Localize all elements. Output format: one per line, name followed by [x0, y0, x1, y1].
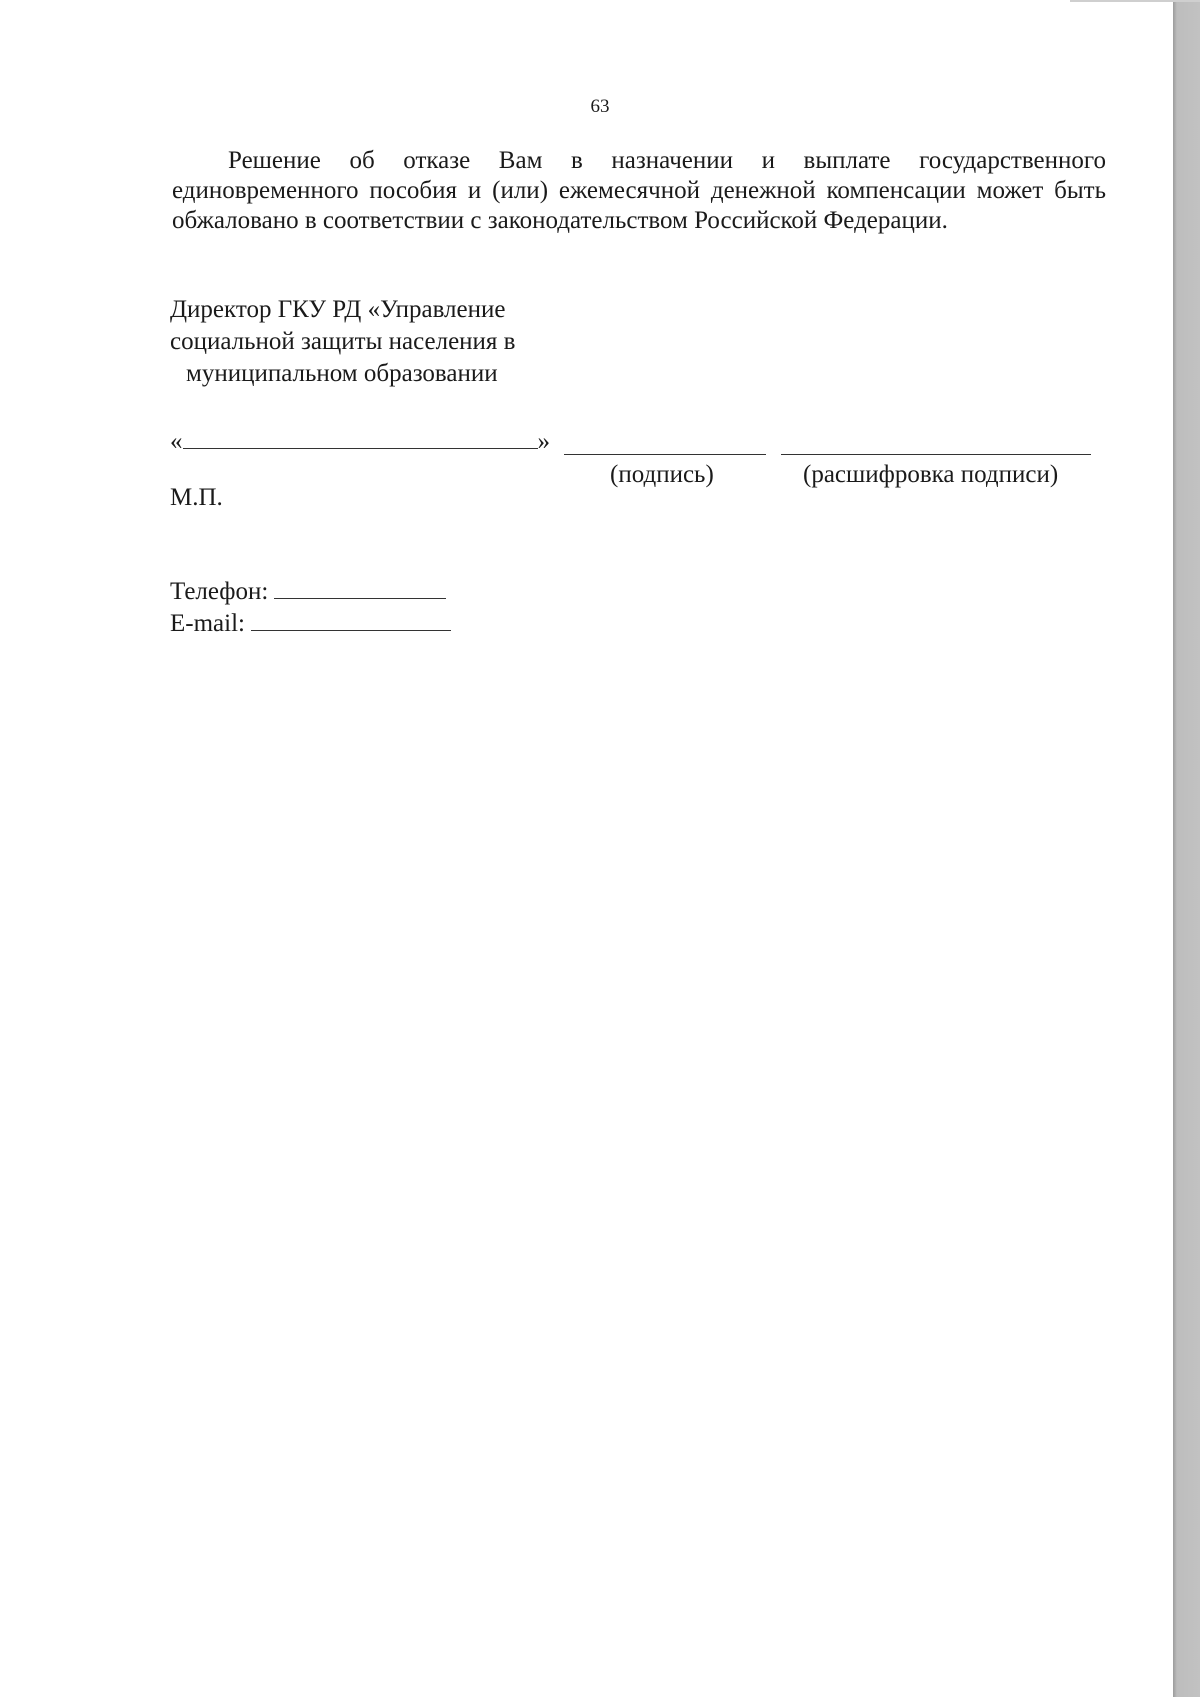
director-line-2: социальной защиты населения в [170, 328, 516, 355]
phone-blank [274, 574, 446, 599]
phone-field [170, 574, 446, 608]
email-label: E-mail: [170, 610, 245, 637]
date-open-quote: « [170, 428, 183, 455]
signature-label: (подпись) [610, 461, 714, 488]
scan-top-line [1070, 0, 1200, 2]
date-field [170, 422, 550, 458]
signature-blank-line [564, 454, 766, 455]
decryption-label: (расшифровка подписи) [803, 461, 1059, 488]
director-title-block [170, 294, 515, 390]
phone-label: Телефон: [170, 578, 269, 605]
decryption-blank-line [781, 454, 1091, 455]
director-line-3: муниципальном образовании [186, 360, 498, 387]
stamp-label: М.П. [170, 484, 223, 511]
date-blank [183, 422, 538, 449]
scan-edge-shadow [1173, 0, 1200, 1697]
director-line-1: Директор ГКУ РД «Управление [170, 296, 506, 323]
date-close-quote: » [537, 428, 550, 455]
decision-paragraph: Решение об отказе Вам в назначении и выплате государственного единовременного пособия и (или) ежемесячной денежной компенсации может быть обжаловано в соответствии с законодательством Российской Федерации. [172, 147, 1106, 234]
email-blank [251, 606, 451, 631]
email-field [170, 606, 451, 640]
page-number: 63 [590, 96, 610, 117]
